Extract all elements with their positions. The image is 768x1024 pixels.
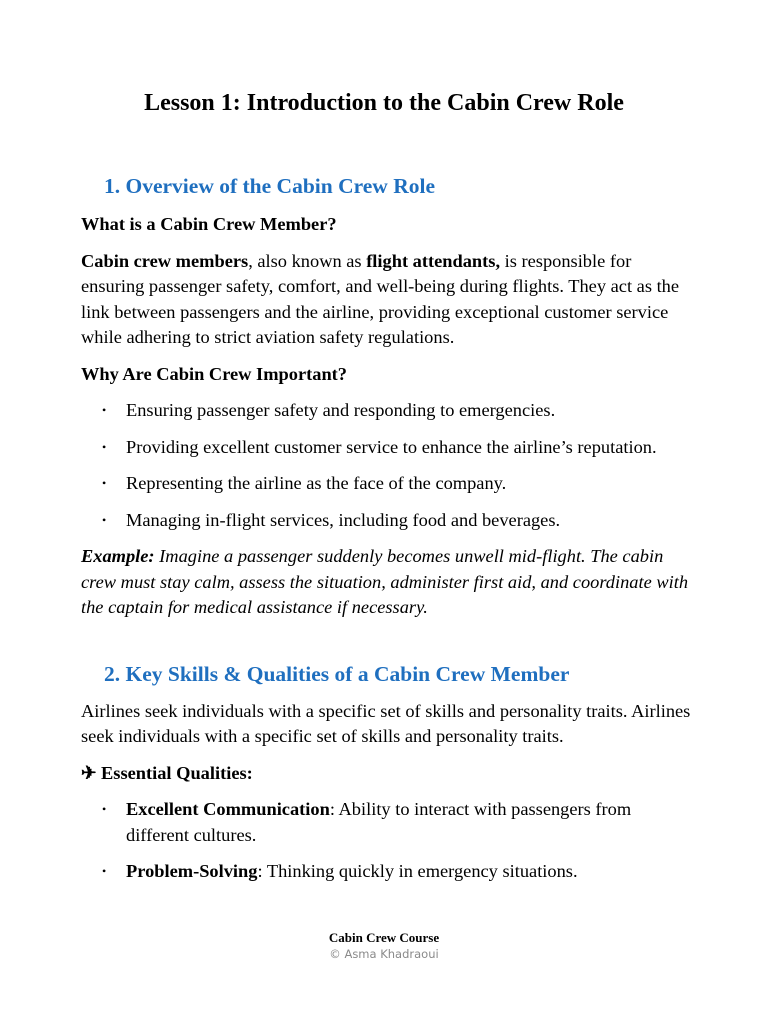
qualities-list [81, 797, 691, 885]
essential-qualities-label: Essential Qualities: [101, 762, 253, 783]
quality-term: Excellent Communication [126, 799, 330, 819]
bullet-icon: • [102, 864, 107, 878]
quality-description: : Thinking quickly in emergency situations. [257, 861, 578, 881]
definition-term-cabin-crew: Cabin crew members [81, 250, 249, 271]
example-text: Imagine a passenger suddenly becomes unwell mid-flight. The cabin crew must stay calm, assess the situation, administer first aid, and coordinate with the captain for medical assistance if necessary. [81, 546, 689, 617]
list-item [81, 435, 691, 461]
bullet-icon: • [102, 802, 107, 816]
essential-qualities-heading [81, 761, 691, 787]
list-item-text: Providing excellent customer service to enhance the airline’s reputation. [126, 436, 657, 457]
definition-term-flight-attendants: flight attendants, [366, 250, 501, 271]
definition-text-2: is responsible for ensuring passenger safety, comfort, and well-being during flights. They act as the link between passengers and the airline, providing exceptional customer service while adhering to strict aviation safety regulations. [81, 250, 680, 347]
footer-copyright: © Asma Khadraoui [329, 947, 439, 961]
list-item-text: Ensuring passenger safety and responding to emergencies. [126, 400, 556, 420]
question-why-important: Why Are Cabin Crew Important? [81, 363, 347, 384]
definition-text-1: , also known as [248, 250, 367, 271]
question-what-is-cabin-crew: What is a Cabin Crew Member? [81, 214, 337, 234]
definition-paragraph [81, 249, 691, 351]
example-label: Example: [81, 546, 155, 566]
quality-term: Problem-Solving [126, 861, 258, 881]
quality-description: : Ability to interact with passengers from different cultures. [126, 799, 632, 845]
airplane-icon: ✈ [81, 762, 97, 783]
lesson-content [81, 172, 691, 896]
bullet-icon: • [102, 512, 107, 527]
lesson-title: Lesson 1: Introduction to the Cabin Crew Role [144, 90, 624, 116]
section-heading-key-skills: 2. Key Skills & Qualities of a Cabin Crew Member [104, 661, 570, 686]
list-item-text: Representing the airline as the face of the company. [126, 473, 507, 493]
list-item-text: Managing in-flight services, including food and beverages. [126, 509, 561, 530]
skills-intro-paragraph: Airlines seek individuals with a specific set of skills and personality traits. Airlines seek individuals with a specific set of skills and personality traits. [81, 700, 691, 746]
example-paragraph [81, 544, 691, 621]
bullet-icon: • [102, 439, 107, 454]
list-item [81, 508, 691, 534]
section-heading-overview: 1. Overview of the Cabin Crew Role [104, 174, 436, 198]
list-item [81, 859, 691, 885]
importance-list [81, 398, 691, 533]
list-item [81, 398, 691, 424]
list-item [81, 471, 691, 497]
bullet-icon: • [102, 476, 107, 490]
list-item [81, 797, 691, 848]
bullet-icon: • [102, 403, 107, 417]
footer-course-title: Cabin Crew Course [328, 930, 440, 945]
